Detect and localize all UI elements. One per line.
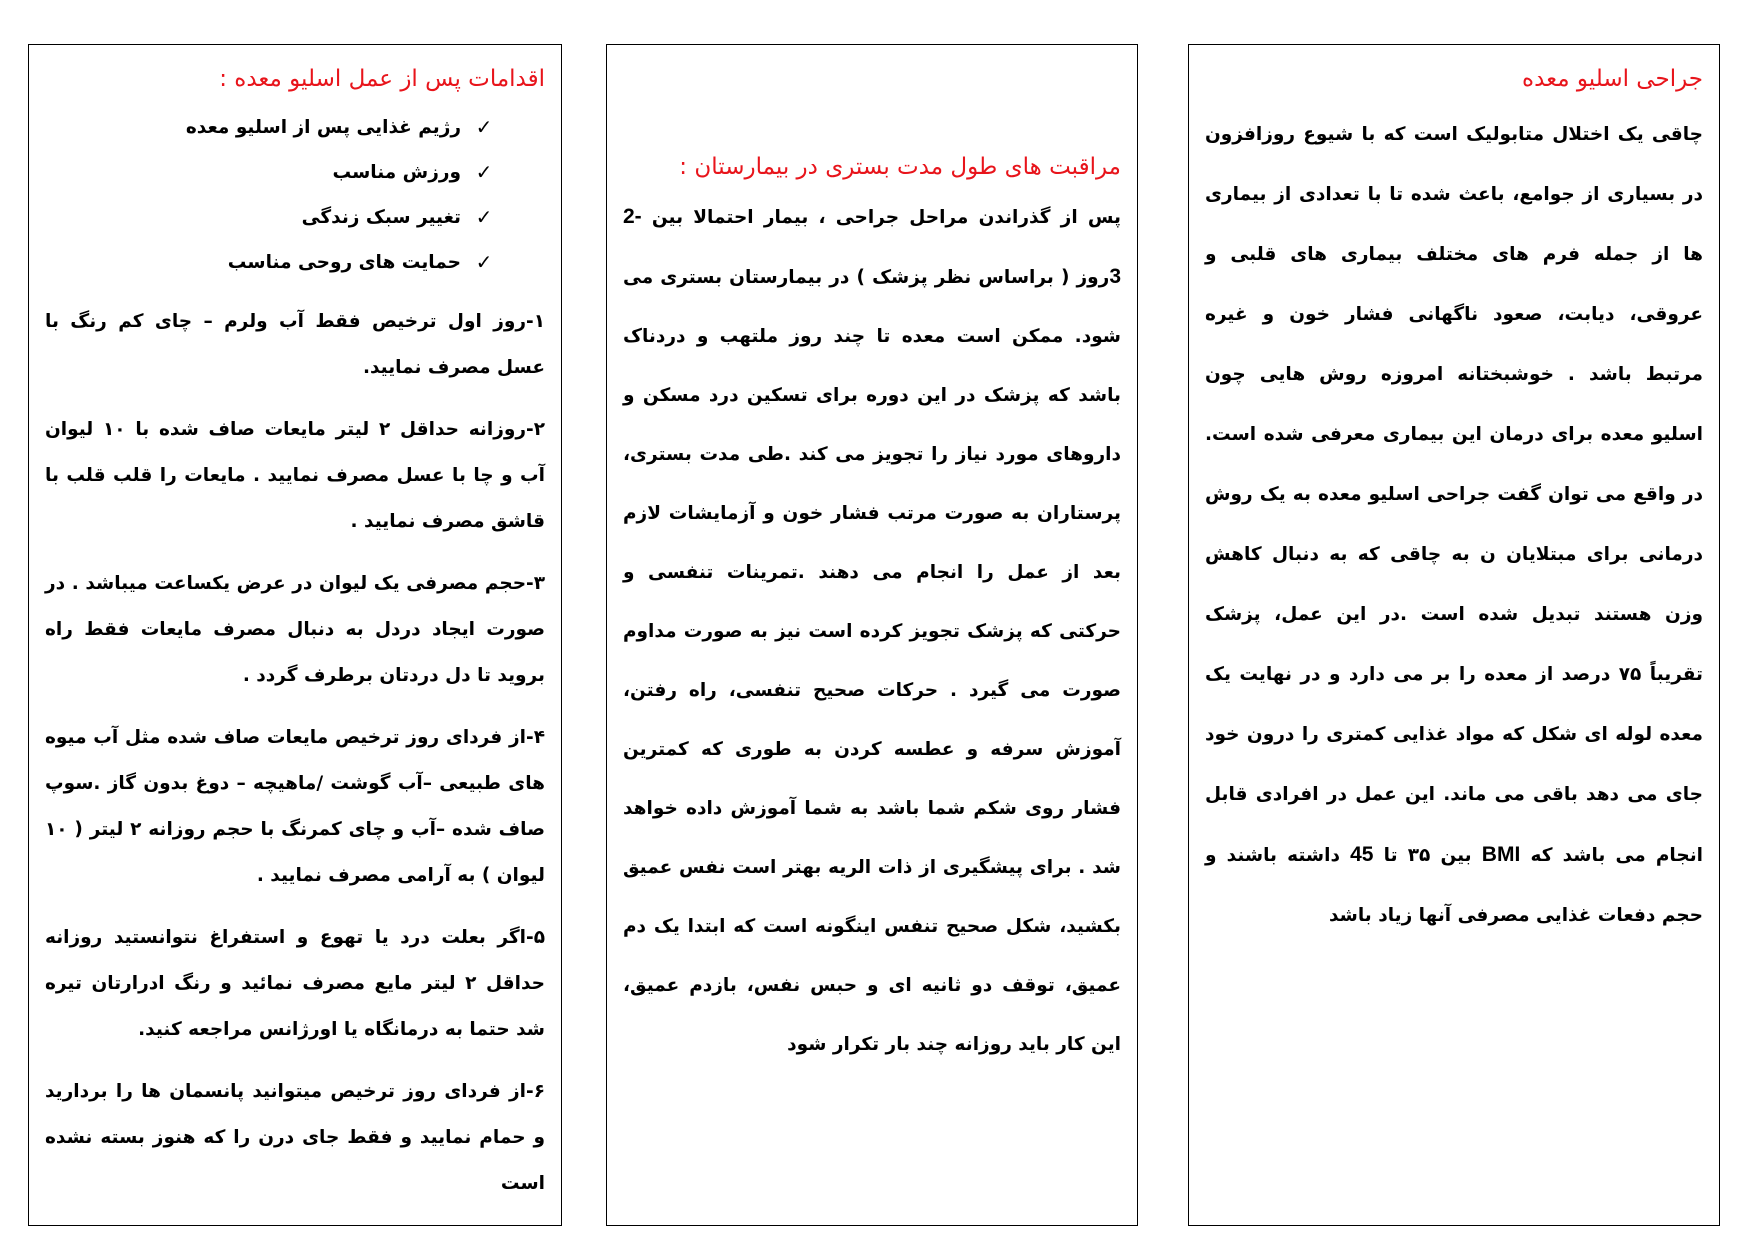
post-op-checklist bbox=[45, 105, 545, 285]
panel-title: اقدامات پس از عمل اسلیو معده : bbox=[219, 66, 545, 92]
list-item-label: ورزش مناسب bbox=[332, 162, 461, 183]
panel-title: مراقبت های طول مدت بستری در بیمارستان : bbox=[679, 154, 1121, 180]
instruction-step-2: ۲-روزانه حداقل ۲ لیتر مایعات صاف شده با ۱۰ لیوان آب و چا با عسل مصرف نمایید . مایعات را قلب قلب با قاشق مصرف نمایید . bbox=[45, 419, 545, 532]
instruction-step-3: ۳-حجم مصرفی یک لیوان در عرض یکساعت میباشد . در صورت ایجاد دردل به دنبال مصرف مایعات فقط راه بروید تا دل دردتان برطرف گردد . bbox=[45, 573, 545, 686]
checkmark-icon: ✓ bbox=[475, 250, 493, 274]
paragraph-text: داشته باشند و حجم دفعات غذایی مصرفی آنها زیاد باشد bbox=[1205, 845, 1703, 926]
checkmark-icon: ✓ bbox=[475, 115, 493, 139]
paragraph-text: پس از گذراندن مراحل جراحی ، بیمار احتمالا بین bbox=[651, 207, 1121, 228]
panel-post-op-actions bbox=[28, 44, 562, 1226]
stay-days-value: 2-3 bbox=[623, 205, 1121, 288]
bmi-label: BMI bbox=[1481, 843, 1521, 866]
checkmark-icon: ✓ bbox=[475, 160, 493, 184]
checkmark-icon: ✓ bbox=[475, 205, 493, 229]
list-item bbox=[45, 150, 497, 195]
panel-title: جراحی اسلیو معده bbox=[1522, 66, 1703, 92]
instruction-step-4: ۴-از فردای روز ترخیص مایعات صاف شده مثل آب میوه های طبیعی –آب گوشت /ماهیچه – دوغ بدون گاز .سوپ صاف شده –آب و چای کمرنگ با حجم روزانه ۲ لیتر ( ۱۰ لیوان ) به آرامی مصرف نمایید . bbox=[45, 727, 545, 886]
bmi-max-value: 45 bbox=[1350, 843, 1374, 866]
sleeve-intro-paragraph bbox=[1205, 105, 1703, 946]
hospital-care-paragraph bbox=[623, 187, 1121, 1074]
instruction-step-1: ۱-روز اول ترخیص فقط آب ولرم – چای کم رنگ با عسل مصرف نمایید. bbox=[45, 311, 545, 378]
paragraph-text: روز ( براساس نظر پزشک ) در بیمارستان بستری می شود. ممکن است معده تا چند روز ملتهب و دردناک باشد که پزشک در این دوره برای تسکین درد مسکن و داروهای مورد نیاز را تجویز می کند .طی مدت بستری، پرستاران به صورت مرتب فشار خون و آزمایشات لازم بعد از عمل را انجام می دهند .تمرینات تنفسی و حرکتی که پزشک تجویز کرده است نیز به صورت مداوم صورت می گیرد . حرکات صحیح تنفسی، راه رفتن، آموزش سرفه و عطسه کردن به طوری که کمترین فشار روی شکم شما باشد به شما آموزش داده خواهد شد . برای پیشگیری از ذات الریه بهتر است نفس عمیق بکشید، شکل صحیح تنفس اینگونه است که ابتدا یک دم عمیق، توقف دو ثانیه ای و حبس نفس، بازدم عمیق، این کار باید روزانه چند بار تکرار شود bbox=[623, 267, 1121, 1055]
paragraph-text: چاقی یک اختلال متابولیک است که با شیوع روزافزون در بسیاری از جوامع، باعث شده تا با تعدادی از بیماری ها از جمله فرم های مختلف بیماری های قلبی و عروقی، دیابت، صعود ناگهانی فشار خون و غیره مرتبط باشد . خوشبختانه امروزه روش هایی چون اسلیو معده برای درمان این بیماری معرفی شده است. در واقع می توان گفت جراحی اسلیو معده به یک روش درمانی برای مبتلایان ن به چاقی که به دنبال کاهش وزن هستند تبدیل شده است .در این عمل، پزشک تقریباً ۷۵ درصد از معده را بر می دارد و در نهایت یک معده لوله ای شکل که مواد غذایی کمتری را درون خود جای می دهد باقی می ماند. این عمل در افرادی قابل انجام می باشد که bbox=[1205, 124, 1703, 866]
list-item-label: رژیم غذایی پس از اسلیو معده bbox=[185, 117, 461, 138]
instruction-step-6: ۶-از فردای روز ترخیص میتوانید پانسمان ها را بردارید و حمام نمایید و فقط جای درن را که هنوز بسته نشده است bbox=[45, 1081, 545, 1194]
list-item bbox=[45, 195, 497, 240]
list-item-label: تغییر سبک زندگی bbox=[301, 207, 461, 228]
instruction-step-5: ۵-اگر بعلت درد یا تهوع و استفراغ نتوانستید روزانه حداقل ۲ لیتر مایع مصرف نمائید و رنگ ادرارتان تیره شد حتما به درمانگاه یا اورژانس مراجعه کنید. bbox=[45, 927, 545, 1040]
panel-sleeve-surgery bbox=[1188, 44, 1720, 1226]
list-item bbox=[45, 240, 497, 285]
list-item bbox=[45, 105, 497, 150]
panel-hospital-care bbox=[606, 44, 1138, 1226]
list-item-label: حمایت های روحی مناسب bbox=[227, 252, 461, 273]
paragraph-text: بین ۳۵ تا bbox=[1383, 845, 1472, 866]
